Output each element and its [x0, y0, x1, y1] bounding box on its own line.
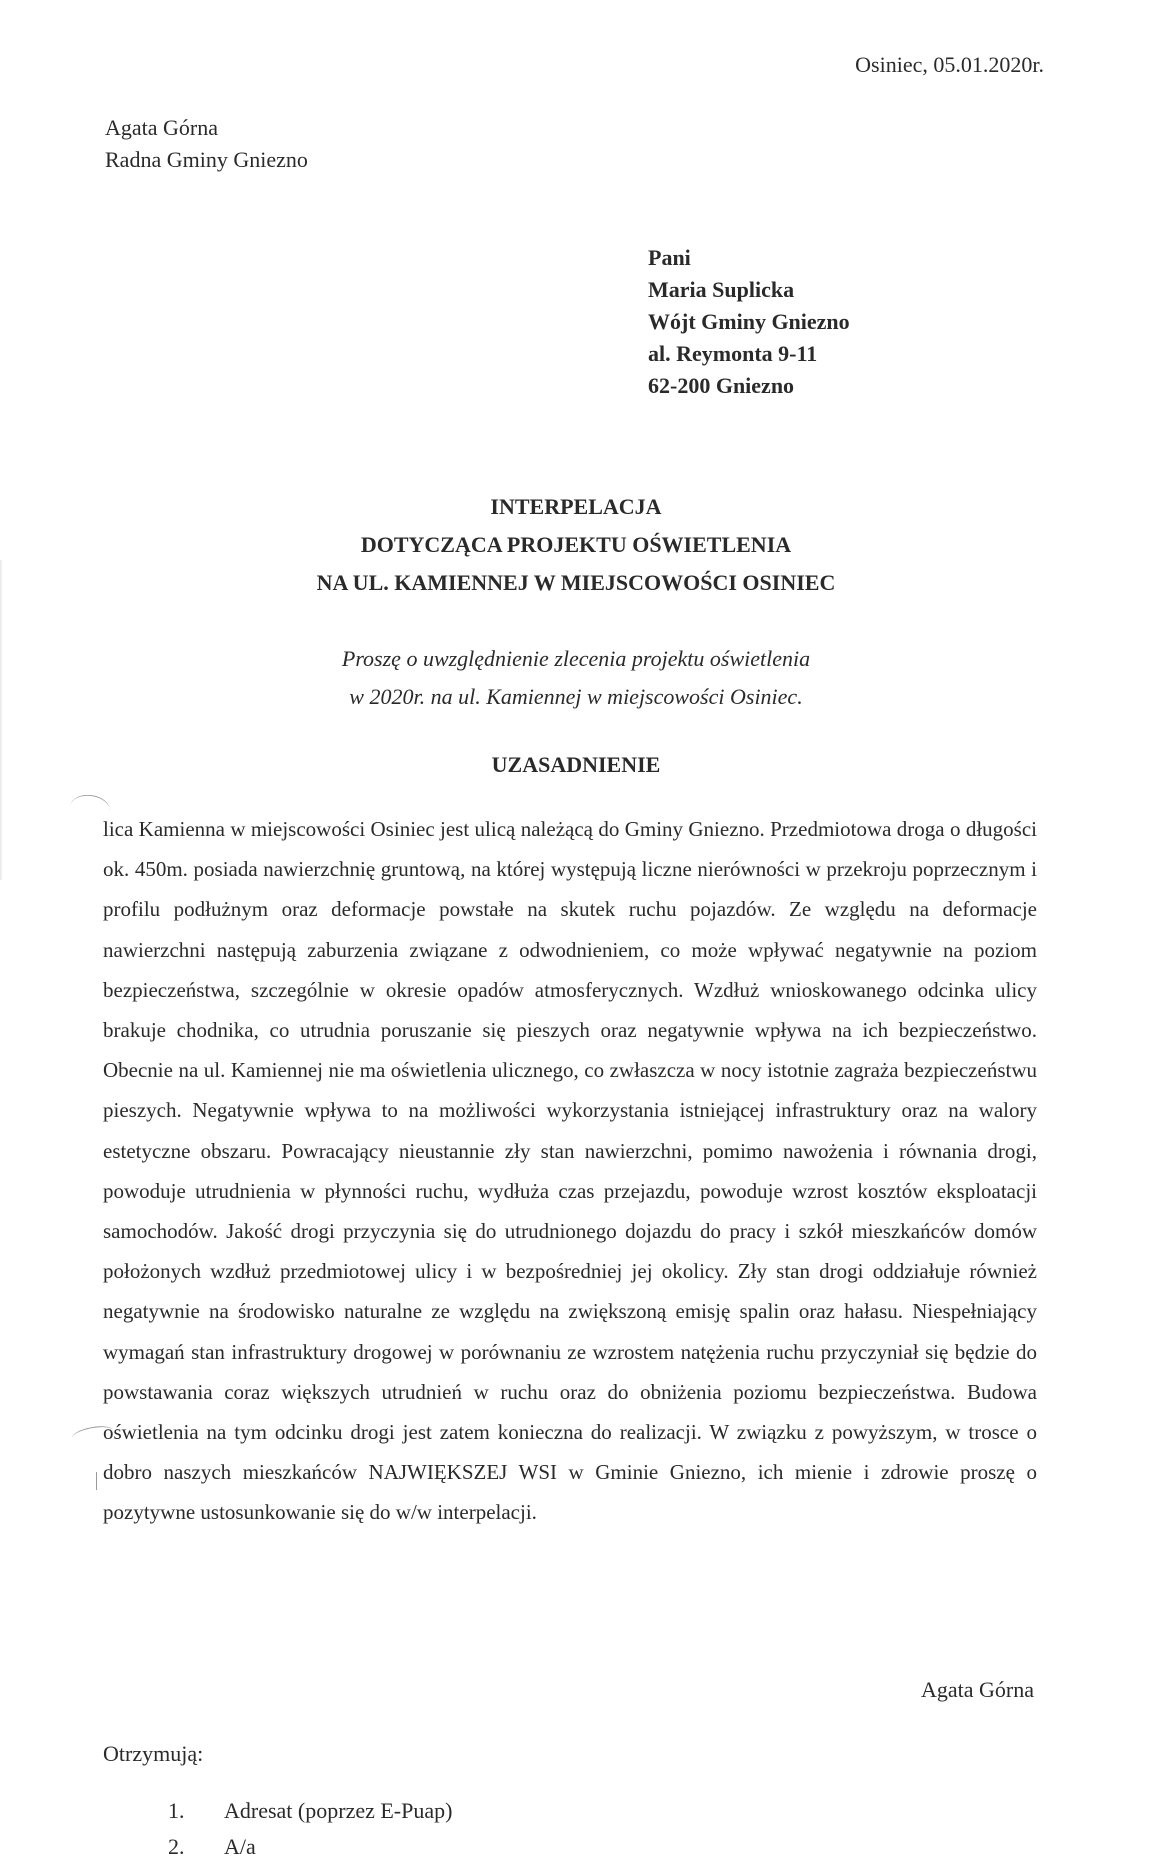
document-date: Osiniec, 05.01.2020r.: [855, 52, 1044, 77]
signature: Agata Górna: [920, 1677, 1034, 1702]
list-item-number: 2.: [168, 1834, 185, 1859]
sender-name: Agata Górna: [105, 115, 219, 140]
recipients-list: [168, 1793, 452, 1865]
document-title: [0, 488, 1152, 602]
sender-role: Radna Gminy Gniezno: [105, 147, 308, 172]
title-line: NA UL. KAMIENNEJ W MIEJSCOWOŚCI OSINIEC: [316, 570, 836, 595]
title-line: INTERPELACJA: [490, 494, 662, 519]
recipient-title: Wójt Gminy Gniezno: [648, 309, 850, 334]
list-item: [168, 1829, 452, 1865]
list-item-number: 1.: [168, 1798, 185, 1823]
list-item-label: A/a: [224, 1834, 256, 1859]
justification-paragraph: lica Kamienna w miejscowości Osiniec jest ulicą należącą do Gminy Gniezno. Przedmiotowa droga o długości ok. 450m. posiada nawierzchnię gruntową, na której występują liczne nierówności w przekroju poprzecznym i profilu podłużnym oraz deformacje powstałe na skutek ruchu pojazdów. Ze względu na deformacje nawierzchni następują zaburzenia związane z odwodnieniem, co może wpływać negatywnie na poziom bezpieczeństwa, szczególnie w okresie opadów atmosferycznych. Wzdłuż wnioskowanego odcinka ulicy brakuje chodnika, co utrudnia poruszanie się pieszych oraz negatywnie wpływa na ich bezpieczeństwo. Obecnie na ul. Kamiennej nie ma oświetlenia ulicznego, co zwłaszcza w nocy istotnie zagraża bezpieczeństwu pieszych. Negatywnie wpływa to na możliwości wykorzystania istniejącej infrastruktury oraz na walory estetyczne obszaru. Powracający nieustannie zły stan nawierzchni, pomimo nawożenia i równania drogi, powoduje utrudnienia w płynności ruchu, wydłuża czas przejazdu, powoduje wzrost kosztów eksploatacji samochodów. Jakość drogi przyczynia się do utrudnionego dojazdu do pracy i szkół mieszkańców domów położonych wzdłuż przedmiotowej ulicy i w bezpośredniej jej okolicy. Zły stan drogi oddziałuje również negatywnie na środowisko naturalne ze względu na zwiększoną emisję spalin oraz hałasu. Niespełniający wymagań stan infrastruktury drogowej w porównaniu ze wzrostem natężenia ruchu przyczyniał się będzie do powstawania coraz większych utrudnień w ruchu oraz do obniżenia poziomu bezpieczeństwa. Budowa oświetlenia na tym odcinku drogi jest zatem konieczna do realizacji. W związku z powyższym, w trosce o dobro naszych mieszkańców NAJWIĘKSZEJ WSI w Gminie Gniezno, ich mienie i zdrowie proszę o pozytywne ustosunkowanie się do w/w interpelacji.: [103, 817, 1037, 1525]
recipient-street: al. Reymonta 9-11: [648, 341, 818, 366]
recipient-name: Maria Suplicka: [648, 277, 795, 302]
request-line: Proszę o uwzględnienie zlecenia projektu oświetlenia: [341, 646, 811, 671]
sender-block: [105, 112, 308, 176]
justification-heading: UZASADNIENIE: [491, 752, 661, 777]
title-line: DOTYCZĄCA PROJEKTU OŚWIETLENIA: [360, 532, 792, 557]
recipient-salutation: Pani: [648, 245, 691, 270]
recipient-city: 62-200 Gniezno: [648, 373, 795, 398]
recipients-heading: Otrzymują:: [103, 1741, 204, 1766]
request-line: w 2020r. na ul. Kamiennej w miejscowości Osiniec.: [349, 684, 803, 709]
request-statement: [0, 640, 1152, 716]
list-item-label: Adresat (poprzez E-Puap): [224, 1798, 453, 1823]
scan-edge-shadow: [0, 560, 3, 880]
recipient-address: [648, 242, 850, 402]
justification-body: [103, 809, 1037, 1533]
list-item: [168, 1793, 452, 1829]
scan-pen-mark: [96, 1472, 98, 1490]
